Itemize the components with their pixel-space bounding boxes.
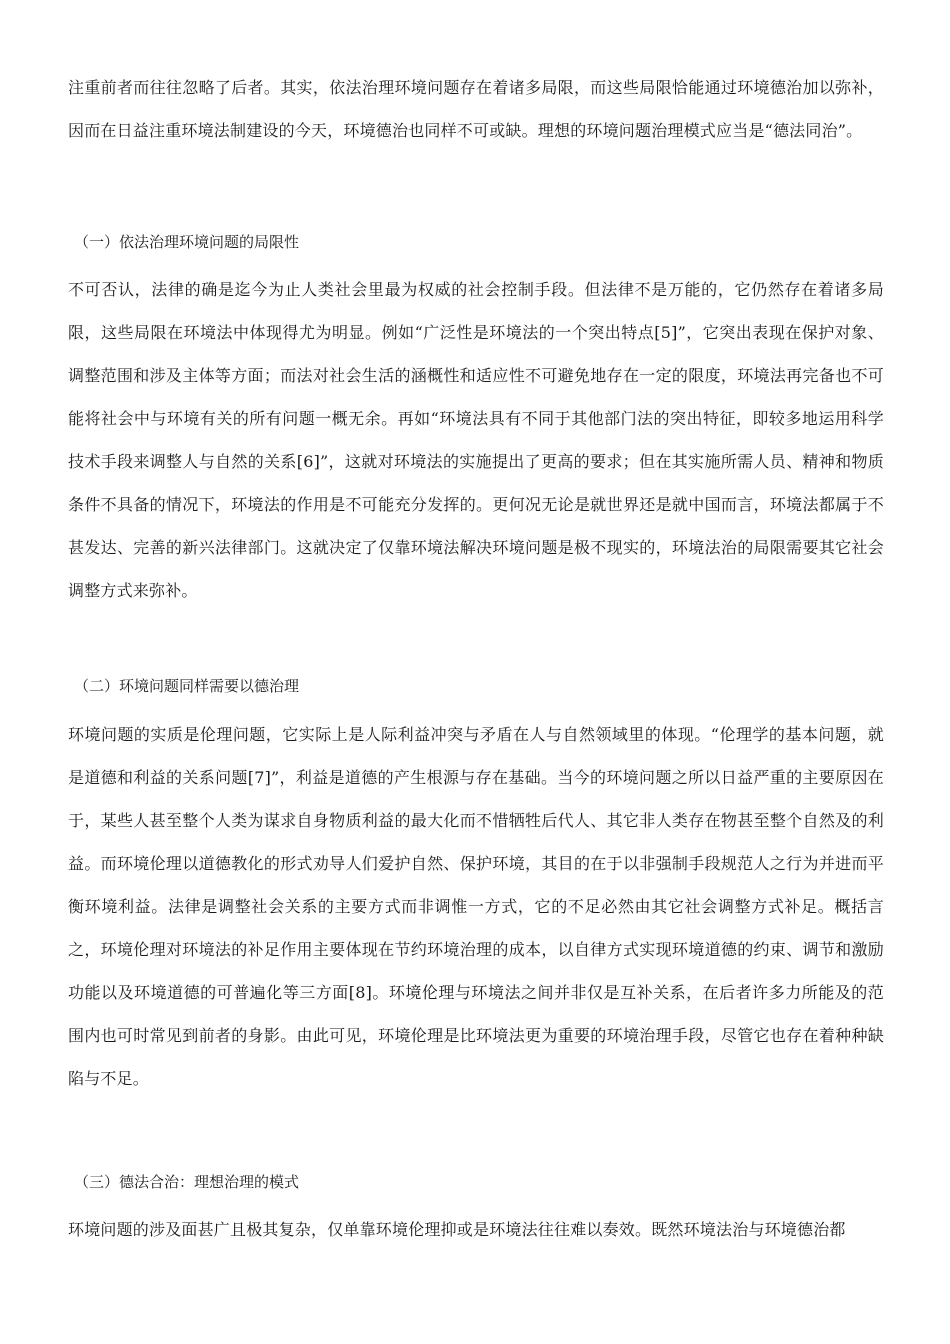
section-heading-2: （二）环境问题同样需要以德治理 (74, 677, 300, 695)
section-heading-1: （一）依法治理环境问题的局限性 (74, 233, 300, 251)
paragraph-section-2: 环境问题的实质是伦理问题，它实际上是人际利益冲突与矛盾在人与自然领域里的体现。“伦理学的基本问题，就是道德和利益的关系问题[7]”，利益是道德的产生根源与存在基础。当今的环境问题之所以日益严重的主要原因在于，某些人甚至整个人类为谋求自身物质利益的最大化而不惜牺牲后代人、其它非人类存在物甚至整个自然及的利益。而环境伦理以道德教化的形式劝导人们爱护自然、保护环境，其目的在于以非强制手段规范人之行为并进而平衡环境利益。法律是调整社会关系的主要方式而非调惟一方式，它的不足必然由其它社会调整方式补足。概括言之，环境伦理对环境法的补足作用主要体现在节约环境治理的成本，以自律方式实现环境道德的约束、调节和激励功能以及环境道德的可普遍化等三方面[8]。环境伦理与环境法之间并非仅是互补关系，在后者许多力所能及的范围内也可时常见到前者的身影。由此可见，环境伦理是比环境法更为重要的环境治理手段，尽管它也存在着种种缺陷与不足。 (68, 725, 884, 1088)
paragraph-intro: 注重前者而往往忽略了后者。其实，依法治理环境问题存在着诸多局限，而这些局限恰能通过环境德治加以弥补，因而在日益注重环境法制建设的今天，环境德治也同样不可或缺。理想的环境问题治理模式应当是“德法同治”。 (68, 78, 884, 140)
section-heading-3: （三）德法合治：理想治理的模式 (74, 1173, 300, 1191)
paragraph-section-1: 不可否认，法律的确是迄今为止人类社会里最为权威的社会控制手段。但法律不是万能的，它仍然存在着诸多局限，这些局限在环境法中体现得尤为明显。例如“广泛性是环境法的一个突出特点[5]”，它突出表现在保护对象、调整范围和涉及主体等方面；而法对社会生活的涵概性和适应性不可避免地存在一定的限度，环境法再完备也不可能将社会中与环境有关的所有问题一概无余。再如“环境法具有不同于其他部门法的突出特征，即较多地运用科学技术手段来调整人与自然的关系[6]”，这就对环境法的实施提出了更高的要求；但在其实施所需人员、精神和物质条件不具备的情况下，环境法的作用是不可能充分发挥的。更何况无论是就世界还是就中国而言，环境法都属于不甚发达、完善的新兴法律部门。这就决定了仅靠环境法解决环境问题是极不现实的，环境法治的局限需要其它社会调整方式来弥补。 (68, 280, 884, 600)
paragraph-section-3: 环境问题的涉及面甚广且极其复杂，仅单靠环境伦理抑或是环境法往往难以奏效。既然环境法治与环境德治都 (68, 1220, 846, 1239)
